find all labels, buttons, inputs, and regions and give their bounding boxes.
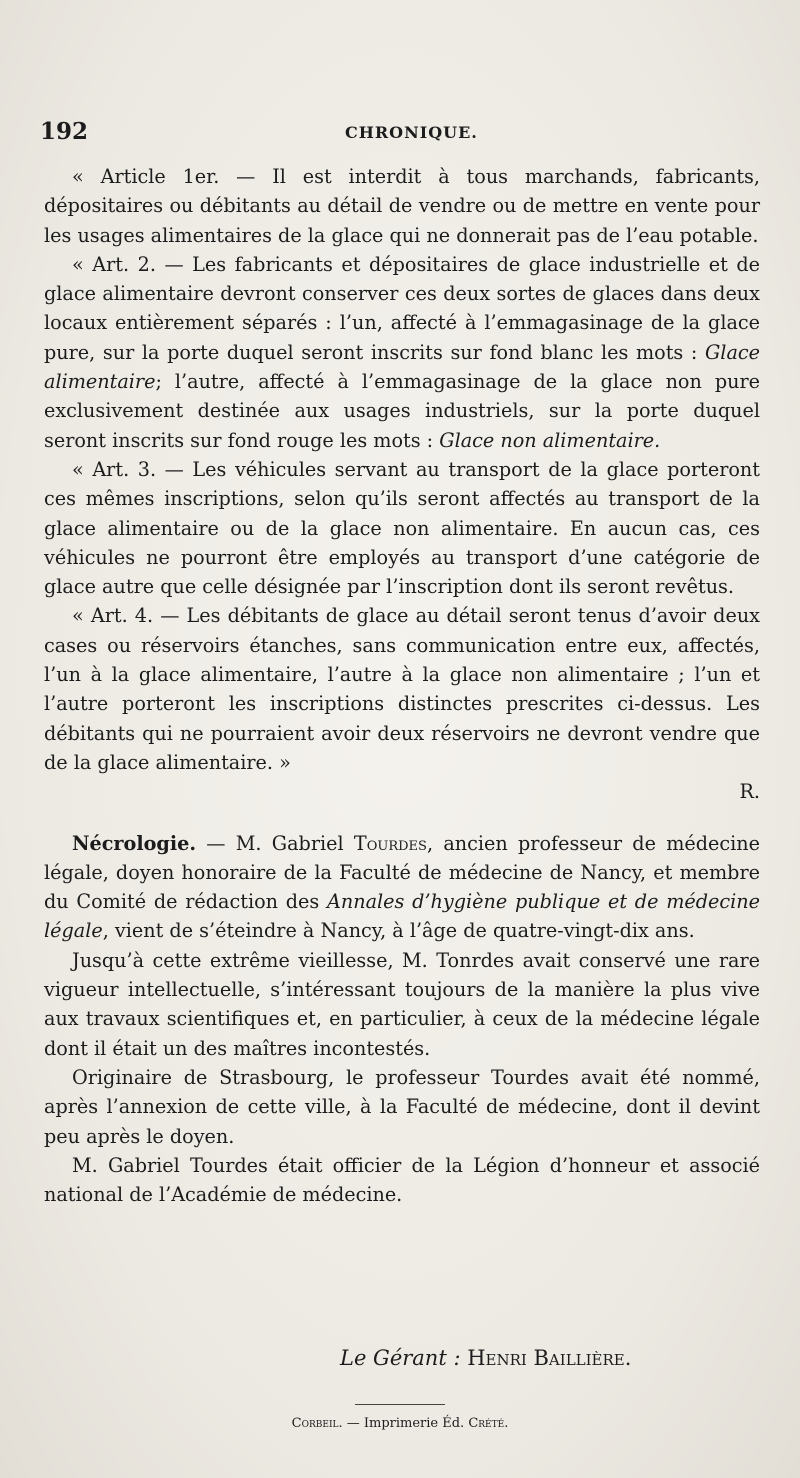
page-header bbox=[40, 118, 760, 152]
imprint-text: — Imprimerie Éd. bbox=[342, 1416, 469, 1431]
article-2-label-white: Glace alimentaire bbox=[44, 340, 760, 394]
page-number: 192 bbox=[40, 118, 89, 145]
necrology-paragraph-1 bbox=[44, 829, 760, 946]
imprint-city: Corbeil. bbox=[291, 1416, 343, 1431]
necrology-text-c: , vient de s’éteindre à Nancy, à l’âge de quatre-vingt-dix ans. bbox=[102, 919, 695, 943]
imprint-printer: Crété. bbox=[468, 1416, 509, 1431]
article-4: « Art. 4. — Les débitants de glace au détail seront tenus d’avoir deux cases ou réservoirs étanches, sans communication entre eux, affectés, l’un à la glace alimentaire, l’autre à la glace non alimentaire ; l’un et l’autre porteront les inscriptions distinctes prescrites ci-dessus. Les débitants qui ne pourraient avoir deux réservoirs ne devront vendre que de la glace alimentaire. » bbox=[44, 604, 760, 774]
body-text bbox=[44, 162, 760, 1209]
necrology-paragraph-4: M. Gabriel Tourdes était officier de la Légion d’honneur et associé national de l’Académie de médecine. bbox=[44, 1153, 760, 1207]
article-4-signature: R. bbox=[739, 780, 760, 804]
manager-name: Henri Baillière. bbox=[467, 1346, 632, 1370]
necrology-paragraph-3: Originaire de Strasbourg, le professeur Tourdes avait été nommé, après l’annexion de cette ville, à la Faculté de médecine, dont il devint peu après le doyen. bbox=[44, 1065, 760, 1148]
article-1: « Article 1er. — Il est interdit à tous marchands, fabricants, dépositaires ou débitants au détail de vendre ou de mettre en vente pour les usages alimentaires de la glace qui ne donnerait pas de l’eau potable. bbox=[44, 165, 760, 247]
necrology-journal: Annales d’hygiène publique et de médecine légale bbox=[44, 890, 761, 943]
necrology-text-b: , ancien professeur de médecine légale, doyen honoraire de la Faculté de médecine de Nancy, et membre du Comité de rédaction des bbox=[44, 831, 760, 914]
article-3: « Art. 3. — Les véhicules servant au transport de la glace porteront ces mêmes inscriptions, selon qu’ils seront affectés au transport de la glace alimentaire ou de la glace non alimentaire. En aucun cas, ces véhicules ne pourront être employés au transport d’une catégorie de glace autre que celle désignée par l’inscription dont ils seront revêtus. bbox=[44, 457, 760, 599]
article-2-text-a: « Art. 2. — Les fabricants et dépositaires de glace industrielle et de glace alimentaire devront conserver ces deux sortes de glaces dans deux locaux entièrement séparés : l’un, affecté à l’emmagasinage de la glace pure, sur la porte duquel seront inscrits sur fond blanc les mots : bbox=[44, 252, 760, 364]
divider bbox=[355, 1404, 445, 1405]
manager-signature bbox=[340, 1346, 631, 1370]
necrology-text-a: — M. Gabriel bbox=[196, 831, 354, 855]
necrology-name: Tourdes bbox=[353, 831, 427, 855]
manager-label: Le Gérant : bbox=[340, 1346, 461, 1370]
running-head: CHRONIQUE. bbox=[345, 123, 478, 142]
article-2-text-c: ; l’autre, affecté à l’emmagasinage de la glace non pure exclusivement destinée aux usages industriels, sur la porte duquel seront inscrits sur fond rouge les mots : bbox=[44, 370, 760, 452]
article-2-label-red: Glace non alimentaire. bbox=[439, 428, 661, 452]
necrology-heading: Nécrologie. bbox=[72, 831, 197, 855]
article-2 bbox=[44, 250, 760, 455]
necrology-paragraph-2: Jusqu’à cette extrême vieillesse, M. Tonrdes avait conservé une rare vigueur intellectuelle, s’intéressant toujours de la manière la plus vive aux travaux scientifiques et, en particulier, à ceux de la médecine légale dont il était un des maîtres incontestés. bbox=[44, 948, 760, 1060]
printer-imprint bbox=[0, 1416, 800, 1431]
